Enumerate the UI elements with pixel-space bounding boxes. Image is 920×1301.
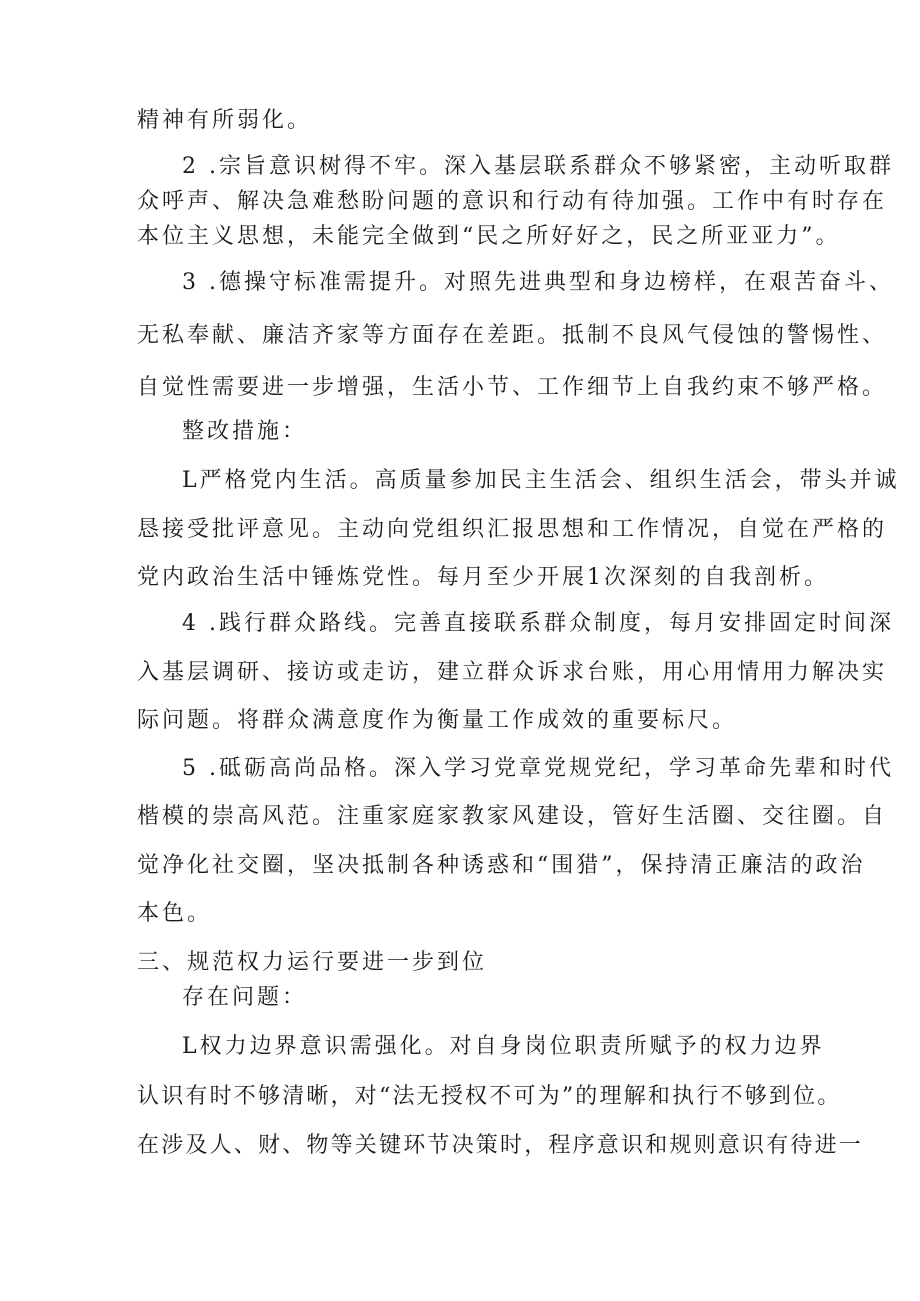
section-heading: 三、规范权力运行要进一步到位 [137,950,488,975]
text-line: 2 .宗旨意识树得不牢。深入基层联系群众不够紧密，主动听取群 [182,154,894,179]
text-line: 际问题。将群众满意度作为衡量工作成效的重要标尺。 [137,708,738,733]
text-line: L严格党内生活。高质量参加民主生活会、组织生活会，带头并诚 [182,468,900,493]
text-line: 精神有所弱化。 [137,108,313,133]
text-line: 认识有时不够清晰，对“法无授权不可为”的理解和执行不够到位。 [137,1084,842,1109]
text-line: 5 .砥砺高尚品格。深入学习党章党规党纪，学习革命先辈和时代 [182,756,894,781]
text-line: 本色。 [137,901,213,926]
text-line: 党内政治生活中锤炼党性。每月至少开展1次深刻的自我剖析。 [137,565,829,590]
text-line: 众呼声、解决急难愁盼问题的意识和行动有待加强。工作中有时存在 [137,189,888,214]
text-line: 恳接受批评意见。主动向党组织汇报思想和工作情况，自觉在严格的 [137,517,888,542]
text-line: 无私奉献、廉洁齐家等方面存在差距。抵制不良风气侵蚀的警惕性、 [137,323,888,348]
text-line: 入基层调研、接访或走访，建立群众诉求台账，用心用情用力解决实 [137,660,888,685]
text-line: 本位主义思想，未能完全做到“民之所好好之，民之所亚亚力”。 [137,224,841,249]
text-line: 觉净化社交圈，坚决抵制各种诱惑和“围猎”，保持清正廉洁的政治 [137,853,866,878]
text-line: 楷模的崇高风范。注重家庭家教家风建设，管好生活圈、交往圈。自 [137,804,888,829]
text-line: 自觉性需要进一步增强，生活小节、工作细节上自我约束不够严格。 [137,375,888,400]
text-line: 3 .德操守标准需提升。对照先进典型和身边榜样，在艰苦奋斗、 [182,270,894,295]
text-line: 在涉及人、财、物等关键环节决策时，程序意识和规则意识有待进一 [137,1133,864,1158]
text-line: L权力边界意识需强化。对自身岗位职责所赋予的权力边界 [182,1034,825,1059]
section-label: 存在问题： [182,985,308,1010]
section-label: 整改措施： [182,419,308,444]
text-line: 4 .践行群众路线。完善直接联系群众制度，每月安排固定时间深 [182,611,894,636]
